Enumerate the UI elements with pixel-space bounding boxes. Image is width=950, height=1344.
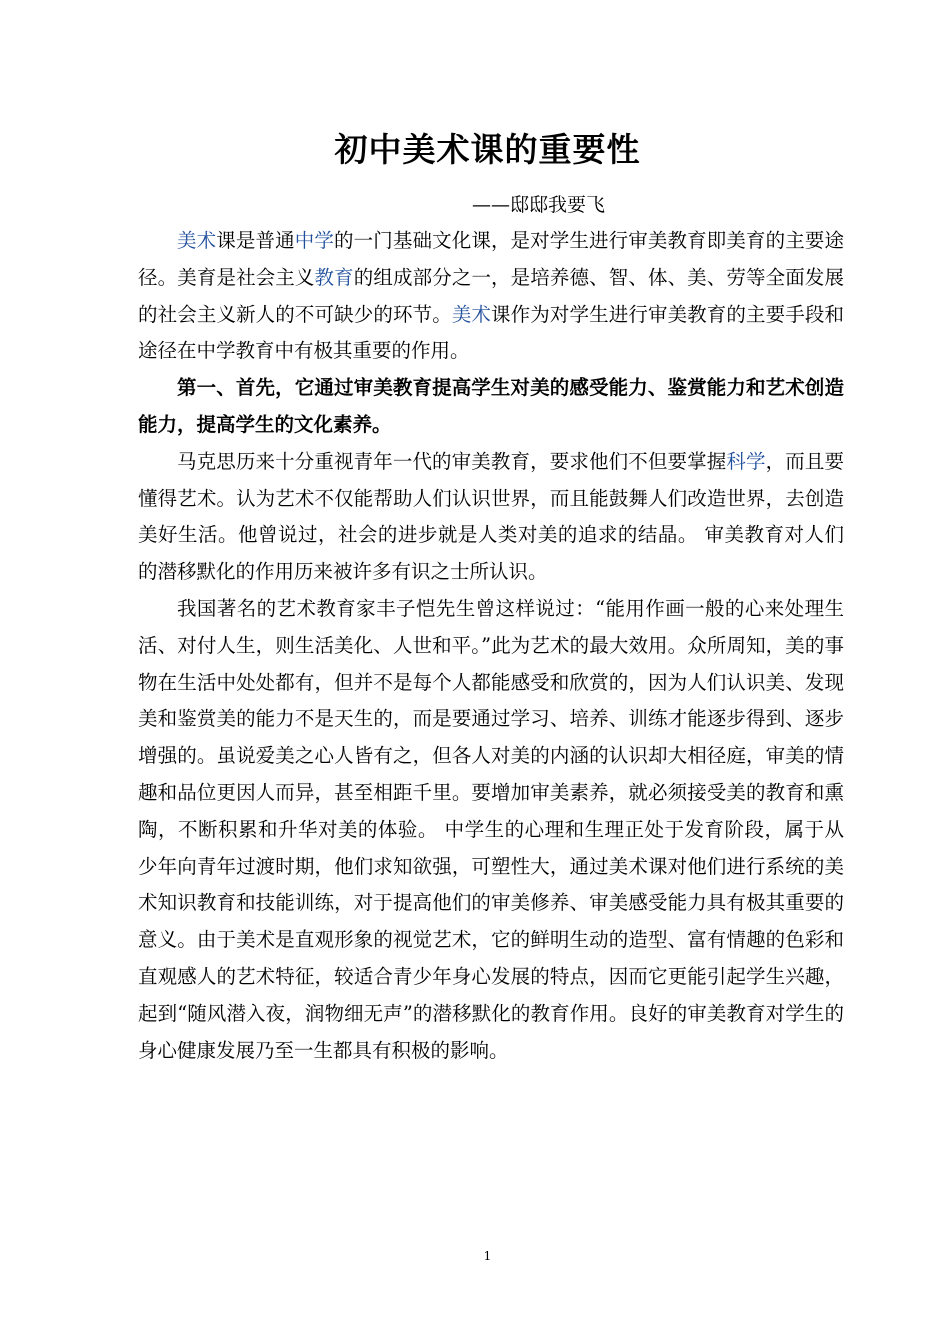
text-segment: 马克思历来十分重视青年一代的审美教育，要求他们不但要掌握 [177, 449, 727, 473]
text-segment: 课是普通 [216, 229, 295, 252]
page-title: 初中美术课的重要性 [334, 130, 641, 169]
author-line: ——邸邸我要飞 [472, 194, 606, 216]
paragraph-intro [138, 223, 844, 370]
paragraph-marx [138, 444, 844, 591]
paragraph-feng-zikai [138, 591, 844, 1069]
link-meishu[interactable]: 美术 [177, 229, 217, 252]
text-segment: 的组成部分之一，是培养德、智、体、美、劳等全面发展的社会主义新人的不可缺少的环节。 [138, 265, 844, 326]
link-jiaoyu[interactable]: 教育 [314, 265, 354, 289]
page-number: 1 [483, 1249, 492, 1263]
text-segment: 课作为对学生进行审美教育的主要手段和途径在中学教育中有极其重要的作用。 [138, 302, 844, 363]
text-segment: ，而且要懂得艺术。认为艺术不仅能帮助人们认识世界，而且能鼓舞人们改造世界，去创造美好生活。他曾说过，社会的进步就是人类对美的追求的结晶。 审美教育对人们的潜移默化的作用历来被许多有识之士所认识。 [138, 449, 844, 584]
link-zhongxue[interactable]: 中学 [294, 229, 334, 252]
text-segment: 的一门基础文化课，是对学生进行审美教育即美育的主要途径。美育是社会主义 [138, 229, 844, 289]
section-heading-1 [138, 370, 844, 444]
body-text [138, 223, 844, 1069]
link-meishu-2[interactable]: 美术 [451, 302, 492, 326]
link-kexue[interactable]: 科学 [726, 449, 766, 473]
text-segment: 第一、首先，它通过审美教育提高学生对美的感受能力、鉴赏能力和艺术创造能力，提高学生的文化素养。 [138, 376, 844, 436]
text-segment: 我国著名的艺术教育家丰子恺先生曾这样说过：“能用作画一般的心来处理生活、对付人生，则生活美化、人世和平。”此为艺术的最大效用。众所周知，美的事物在生活中处处都有，但并不是每个人都能感受和欣赏的，因为人们认识美、发现美和鉴赏美的能力不是天生的，而是要通过学习、培养、训练才能逐步得到、逐步增强的。虽说爱美之心人皆有之，但各人对美的内涵的认识却大相径庭，审美的情趣和品位更因人而异，甚至相距千里。要增加审美素养，就必须接受美的教育和熏陶，不断积累和升华对美的体验。 中学生的心理和生理正处于发育阶段，属于从少年向青年过渡时期，他们求知欲强，可塑性大，通过美术课对他们进行系统的美术知识教育和技能训练，对于提高他们的审美修养、审美感受能力具有极其重要的意义。由于美术是直观形象的视觉艺术，它的鲜明生动的造型、富有情趣的色彩和直观感人的艺术特征，较适合青少年身心发展的特点，因而它更能引起学生兴趣，起到“随风潜入夜，润物细无声”的潜移默化的教育作用。良好的审美教育对学生的身心健康发展乃至一生都具有积极的影响。 [138, 596, 844, 1062]
